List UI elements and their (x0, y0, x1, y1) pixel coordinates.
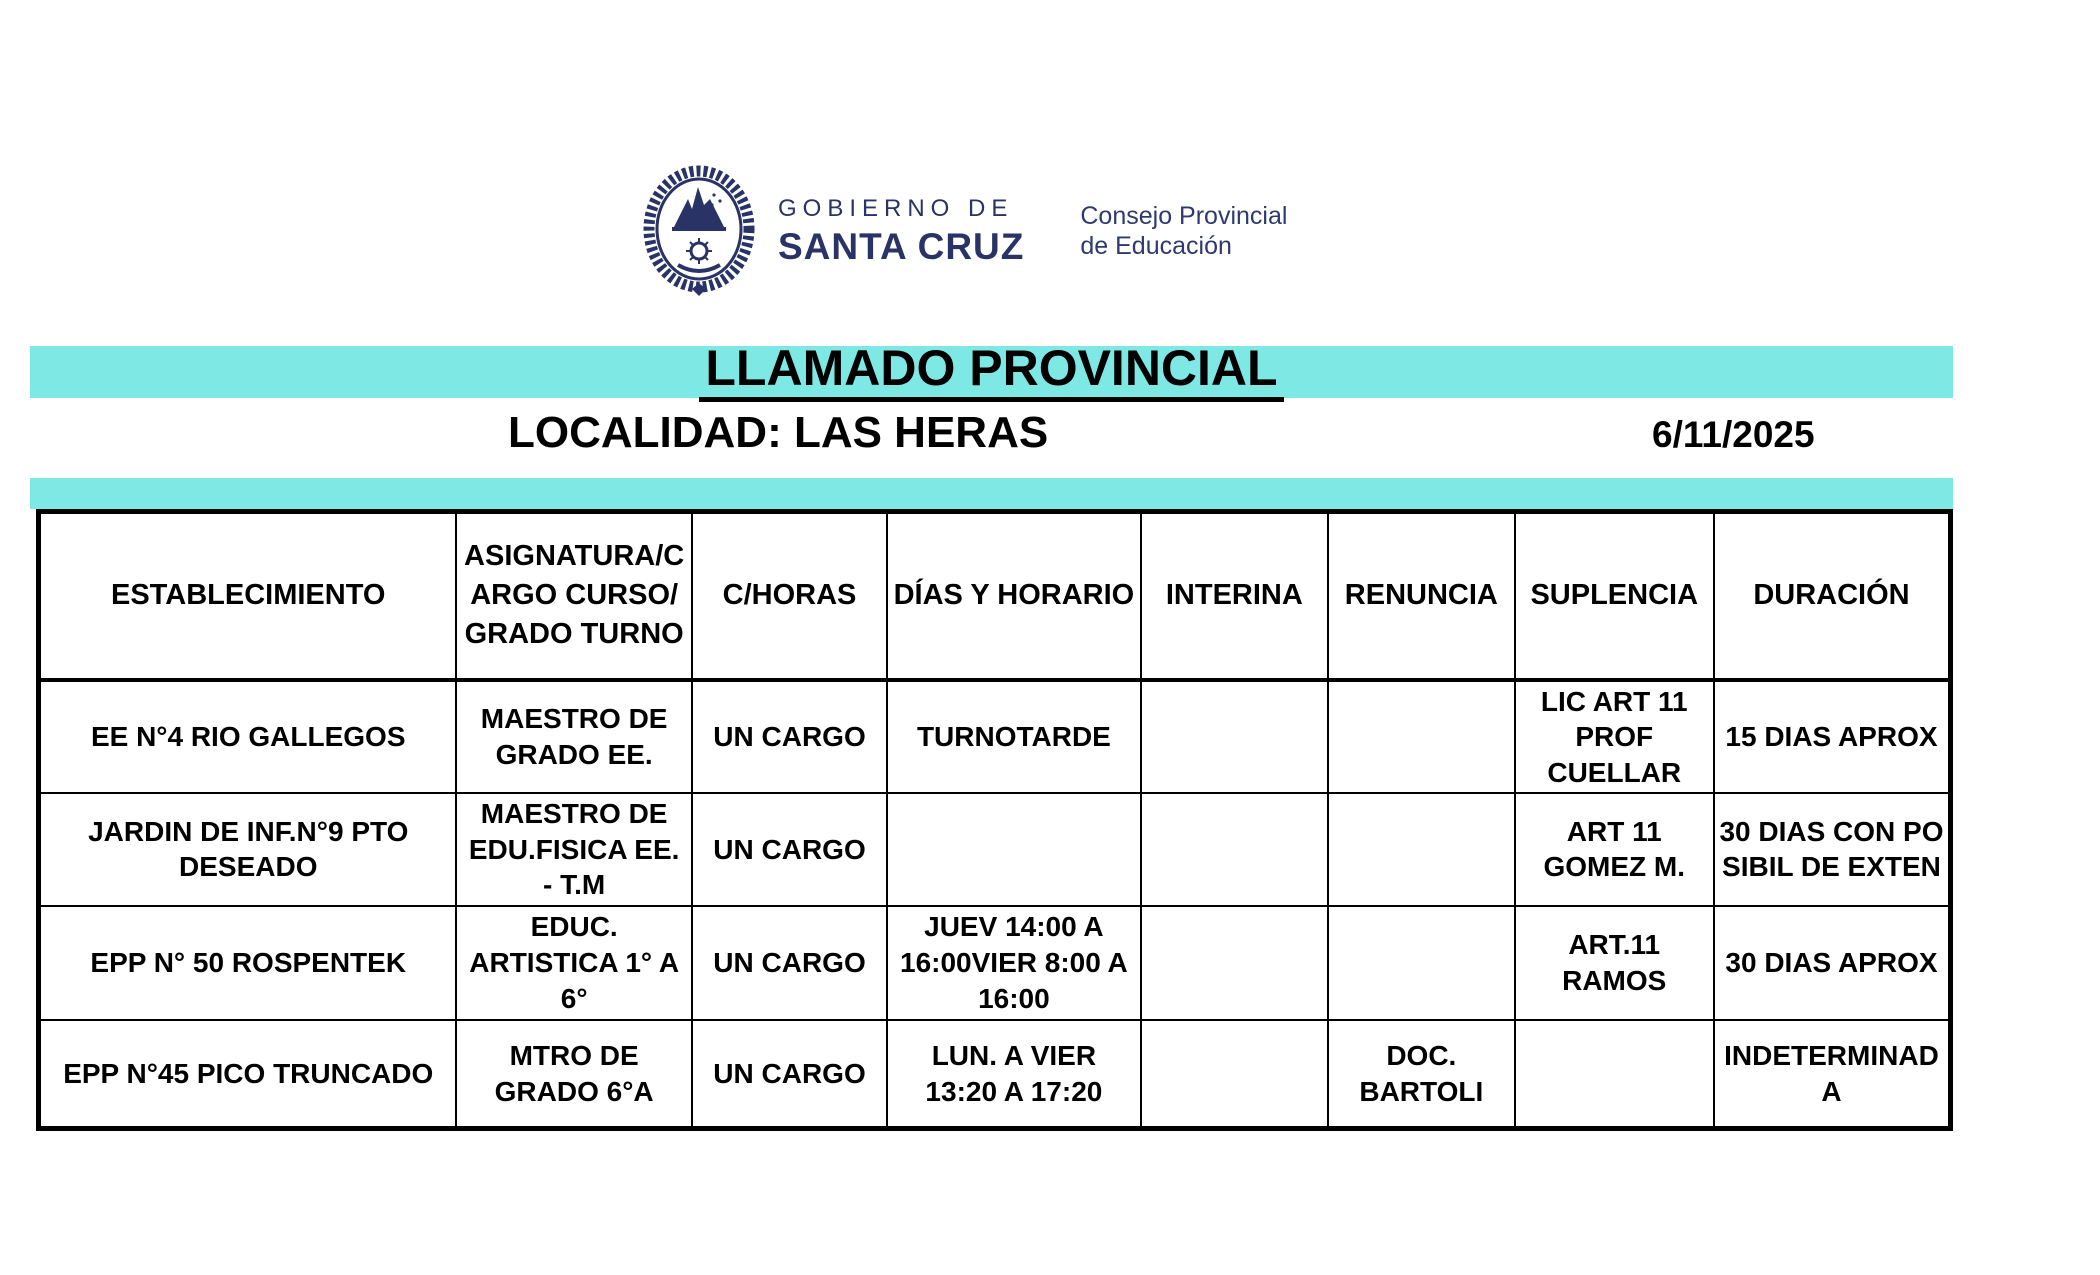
cell-duracion: 30 DIAS APROX (1714, 906, 1951, 1020)
column-header-renuncia: RENUNCIA (1328, 512, 1514, 680)
cell-suplencia: ART 11 GOMEZ M. (1515, 793, 1714, 906)
cell-establecimiento: EPP N°45 PICO TRUNCADO (39, 1020, 457, 1129)
column-header-dias-horario: DÍAS Y HORARIO (887, 512, 1140, 680)
cell-renuncia (1328, 906, 1514, 1020)
cell-duracion: INDETERMINADA (1714, 1020, 1951, 1129)
column-header-suplencia: SUPLENCIA (1515, 512, 1714, 680)
cell-establecimiento: EPP N° 50 ROSPENTEK (39, 906, 457, 1020)
header-row (39, 512, 1951, 680)
cell-dias-horario (887, 793, 1140, 906)
cell-suplencia (1515, 1020, 1714, 1129)
cell-dias-horario: JUEV 14:00 A 16:00VIER 8:00 A 16:00 (887, 906, 1140, 1020)
cell-asignatura: MAESTRO DE GRADO EE. (456, 680, 691, 794)
page-title: LLAMADO PROVINCIAL (699, 343, 1283, 402)
santa-cruz-coat-of-arms-icon (642, 165, 756, 297)
table-row (39, 793, 1951, 906)
column-header-establecimiento: ESTABLECIMIENTO (39, 512, 457, 680)
cell-interina (1141, 680, 1329, 794)
date-label: 6/11/2025 (1652, 414, 1815, 455)
council-wordmark (1080, 201, 1287, 262)
cell-suplencia: LIC ART 11 PROF CUELLAR (1515, 680, 1714, 794)
cell-interina (1141, 906, 1329, 1020)
cell-interina (1141, 793, 1329, 906)
cell-renuncia (1328, 680, 1514, 794)
council-line-2: de Educación (1080, 232, 1232, 260)
logo-block (642, 165, 1287, 297)
cell-choras: UN CARGO (692, 906, 887, 1020)
title-banner (30, 339, 1953, 398)
column-header-asignatura: ASIGNATURA/CARGO CURSO/GRADO TURNO (456, 512, 691, 680)
council-line-1: Consejo Provincial (1080, 201, 1288, 230)
table-row (39, 906, 1951, 1020)
cell-duracion: 15 DIAS APROX (1714, 680, 1951, 794)
cell-choras: UN CARGO (692, 793, 887, 906)
cell-asignatura: MTRO DE GRADO 6°A (456, 1020, 691, 1129)
separator-bar (30, 478, 1953, 509)
cell-establecimiento: EE N°4 RIO GALLEGOS (39, 680, 457, 794)
locality-row (30, 404, 1953, 470)
column-header-duracion: DURACIÓN (1714, 512, 1951, 680)
cell-asignatura: EDUC. ARTISTICA 1° A 6° (456, 906, 691, 1020)
cell-renuncia (1328, 793, 1514, 906)
cell-asignatura: MAESTRO DE EDU.FISICA EE. - T.M (456, 793, 691, 906)
cell-dias-horario: LUN. A VIER 13:20 A 17:20 (887, 1020, 1140, 1129)
cell-choras: UN CARGO (692, 680, 887, 794)
cell-interina (1141, 1020, 1329, 1129)
cell-choras: UN CARGO (692, 1020, 887, 1129)
cell-renuncia: DOC. BARTOLI (1328, 1020, 1514, 1129)
column-header-interina: INTERINA (1141, 512, 1329, 680)
cell-dias-horario: TURNOTARDE (887, 680, 1140, 794)
cell-establecimiento: JARDIN DE INF.N°9 PTO DESEADO (39, 793, 457, 906)
gobierno-de-label: GOBIERNO DE (778, 194, 1014, 222)
column-header-choras: C/HORAS (692, 512, 887, 680)
locality-label: LOCALIDAD: LAS HERAS (508, 408, 1049, 457)
cell-suplencia: ART.11 RAMOS (1515, 906, 1714, 1020)
positions-table (36, 509, 1953, 1131)
table-row (39, 680, 1951, 794)
santa-cruz-label: SANTA CRUZ (778, 225, 1025, 267)
cell-duracion: 30 DIAS CON POSIBIL DE EXTEN (1714, 793, 1951, 906)
government-wordmark (778, 195, 1024, 268)
table-row (39, 1020, 1951, 1129)
